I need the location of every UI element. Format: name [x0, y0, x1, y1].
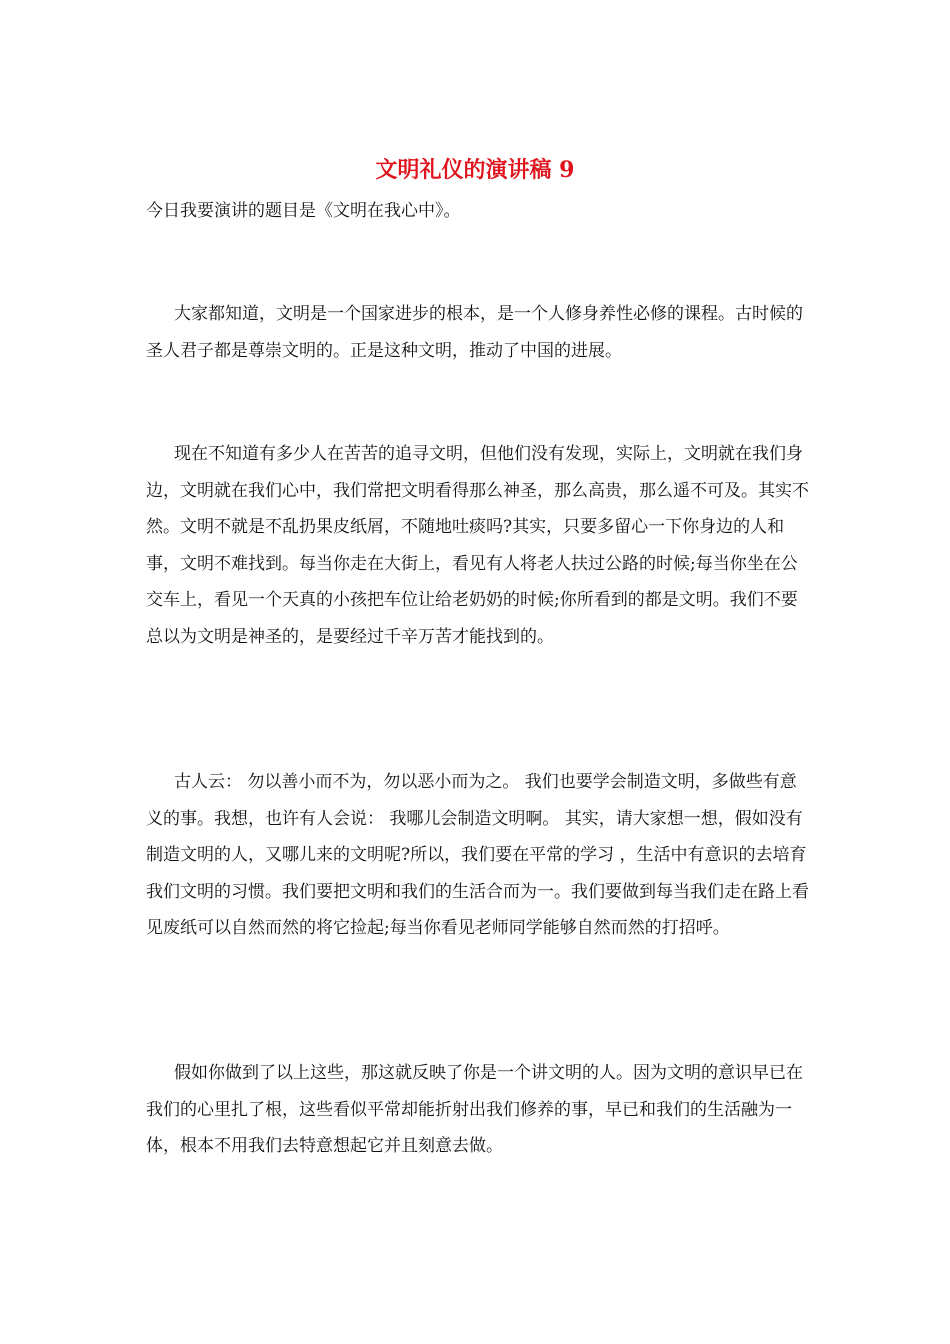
paragraph-2: 现在不知道有多少人在苦苦的追寻文明，但他们没有发现，实际上，文明就在我们身边，文明就在我们心中，我们常把文明看得那么神圣，那么高贵，那么遥不可及。其实不然。文明不就是不乱扔果皮纸屑，不随地吐痰吗?其实，只要多留心一下你身边的人和事，文明不难找到。每当你走在大街上，看见有人将老人扶过公路的时候;每当你坐在公交车上，看见一个天真的小孩把车位让给老奶奶的时候;你所看到的都是文明。我们不要总以为文明是神圣的，是要经过千辛万苦才能找到的。	[146, 444, 809, 647]
paragraph-3: 古人云： 勿以善小而不为，勿以恶小而为之。 我们也要学会制造文明，多做些有意义的事。我想，也许有人会说： 我哪儿会制造文明啊。 其实，请大家想一想，假如没有制造文明的人，又哪儿来的文明呢?所以，我们要在平常的学习 ，生活中有意识的去培育我们文明的习惯。我们要把文明和我们的生活合而为一。我们要做到每当我们走在路上看见废纸可以自然而然的将它捡起;每当你看见老师同学能够自然而然的打招呼。	[146, 772, 809, 938]
intro-line: 今日我要演讲的题目是《文明在我心中》。	[146, 201, 461, 221]
paragraph-1: 大家都知道，文明是一个国家进步的根本，是一个人修身养性必修的课程。古时候的圣人君子都是尊崇文明的。正是这种文明，推动了中国的进展。	[146, 304, 803, 361]
page-title: 文明礼仪的演讲稿 9	[375, 157, 575, 183]
paragraph-4: 假如你做到了以上这些，那这就反映了你是一个讲文明的人。因为文明的意识早已在我们的心里扎了根，这些看似平常却能折射出我们修养的事，早已和我们的生活融为一体，根本不用我们去特意想起它并且刻意去做。	[146, 1063, 803, 1156]
